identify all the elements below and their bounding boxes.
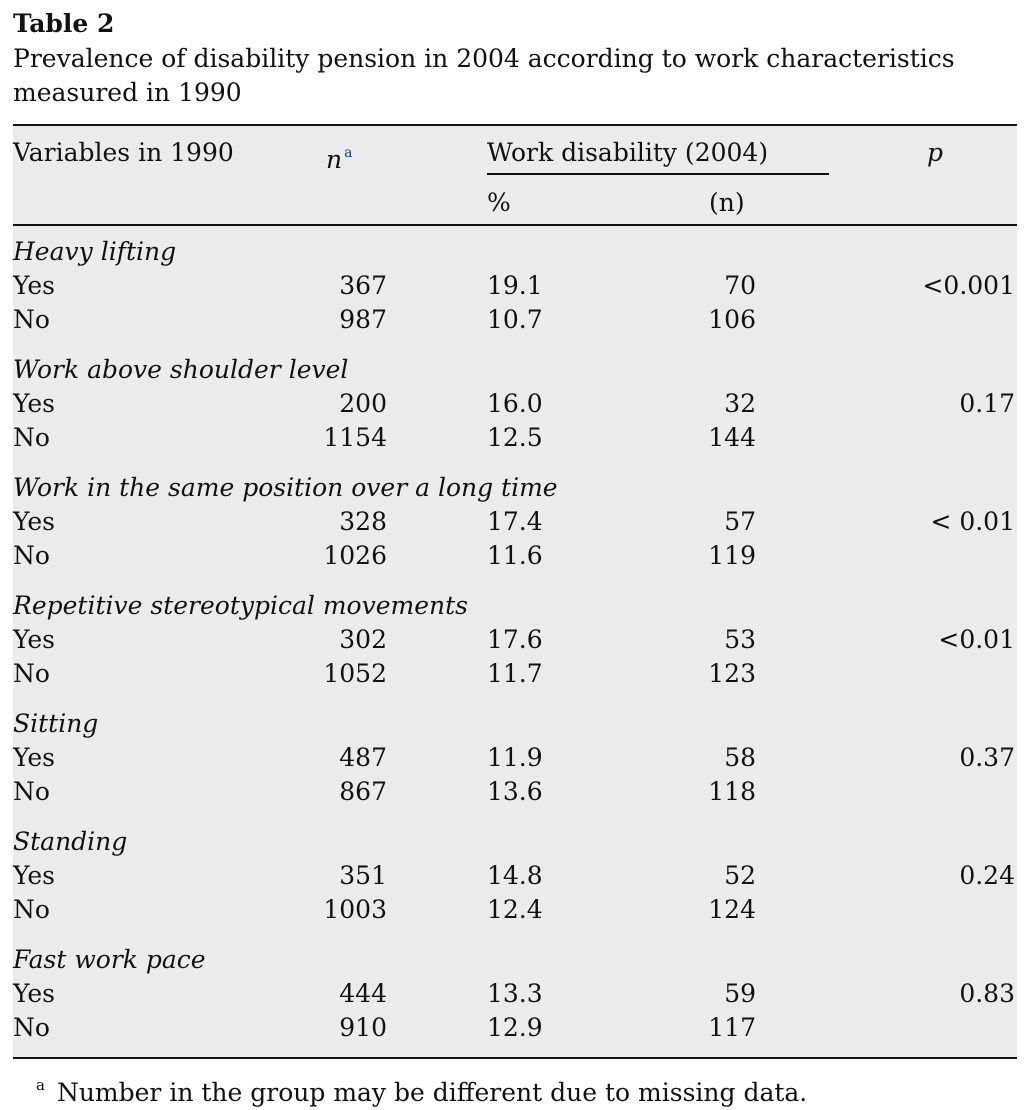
group-label: Work above shoulder level (13, 355, 349, 384)
row-percent: 13.6 (487, 777, 543, 806)
row-p-value: 0.83 (959, 979, 1015, 1008)
row-percent: 10.7 (487, 305, 543, 334)
footnote-text: Number in the group may be different due to missing data. (56, 1078, 808, 1107)
row-count: 70 (724, 271, 756, 300)
header-n-footnote-marker: a (344, 145, 353, 161)
row-n: 302 (339, 625, 387, 654)
row-n: 1154 (323, 423, 387, 452)
table-bottom-rule (13, 1057, 1017, 1059)
row-count: 32 (724, 389, 756, 418)
group-label: Standing (13, 827, 128, 856)
row-count: 117 (708, 1013, 756, 1042)
row-percent: 11.9 (487, 743, 543, 772)
row-count: 144 (708, 423, 756, 452)
row-p-value: 0.24 (959, 861, 1015, 890)
table-caption: Prevalence of disability pension in 2004 according to work characteristics measured in 1990 (13, 44, 955, 107)
group-label: Sitting (13, 709, 99, 738)
row-n: 1052 (323, 659, 387, 688)
column-span-rule (487, 173, 829, 175)
row-count: 57 (724, 507, 756, 536)
header-work-disability: Work disability (2004) (487, 138, 769, 167)
row-label: No (13, 423, 50, 452)
row-count: 124 (708, 895, 756, 924)
row-count: 58 (724, 743, 756, 772)
row-n: 867 (339, 777, 387, 806)
row-label: No (13, 777, 50, 806)
table-top-rule (13, 124, 1017, 126)
group-label: Heavy lifting (13, 237, 177, 266)
row-label: Yes (13, 389, 55, 418)
header-n-label: n (326, 145, 343, 174)
row-label: Yes (13, 743, 55, 772)
row-count: 52 (724, 861, 756, 890)
row-percent: 13.3 (487, 979, 543, 1008)
row-percent: 14.8 (487, 861, 543, 890)
row-count: 119 (708, 541, 756, 570)
row-label: No (13, 895, 50, 924)
row-p-value: 0.17 (959, 389, 1015, 418)
row-p-value: <0.01 (938, 625, 1015, 654)
footnote-marker: a (36, 1076, 45, 1094)
header-variables: Variables in 1990 (13, 138, 234, 167)
row-percent: 16.0 (487, 389, 543, 418)
row-n: 367 (339, 271, 387, 300)
row-n: 1003 (323, 895, 387, 924)
header-count: (n) (709, 188, 745, 217)
group-label: Fast work pace (13, 945, 206, 974)
row-label: Yes (13, 507, 55, 536)
row-count: 53 (724, 625, 756, 654)
row-label: No (13, 541, 50, 570)
row-percent: 12.5 (487, 423, 543, 452)
row-n: 444 (339, 979, 387, 1008)
row-p-value: < 0.01 (930, 507, 1015, 536)
group-label: Work in the same position over a long time (13, 473, 558, 502)
row-label: Yes (13, 625, 55, 654)
header-percent: % (487, 188, 511, 217)
row-p-value: 0.37 (959, 743, 1015, 772)
row-n: 328 (339, 507, 387, 536)
row-count: 59 (724, 979, 756, 1008)
row-p-value: <0.001 (922, 271, 1015, 300)
row-label: Yes (13, 979, 55, 1008)
table-title: Table 2 (13, 9, 115, 38)
row-percent: 17.6 (487, 625, 543, 654)
row-percent: 12.4 (487, 895, 543, 924)
header-p-value: p (927, 138, 944, 167)
row-percent: 11.6 (487, 541, 543, 570)
row-count: 118 (708, 777, 756, 806)
row-n: 910 (339, 1013, 387, 1042)
row-n: 200 (339, 389, 387, 418)
row-label: No (13, 1013, 50, 1042)
row-percent: 19.1 (487, 271, 543, 300)
row-label: No (13, 659, 50, 688)
row-label: Yes (13, 861, 55, 890)
header-n (326, 136, 352, 177)
row-n: 351 (339, 861, 387, 890)
row-percent: 12.9 (487, 1013, 543, 1042)
row-n: 987 (339, 305, 387, 334)
row-percent: 11.7 (487, 659, 543, 688)
group-label: Repetitive stereotypical movements (13, 591, 469, 620)
row-n: 487 (339, 743, 387, 772)
row-label: Yes (13, 271, 55, 300)
row-count: 123 (708, 659, 756, 688)
row-n: 1026 (323, 541, 387, 570)
row-percent: 17.4 (487, 507, 543, 536)
table-header-rule (13, 224, 1017, 226)
row-label: No (13, 305, 50, 334)
row-count: 106 (708, 305, 756, 334)
